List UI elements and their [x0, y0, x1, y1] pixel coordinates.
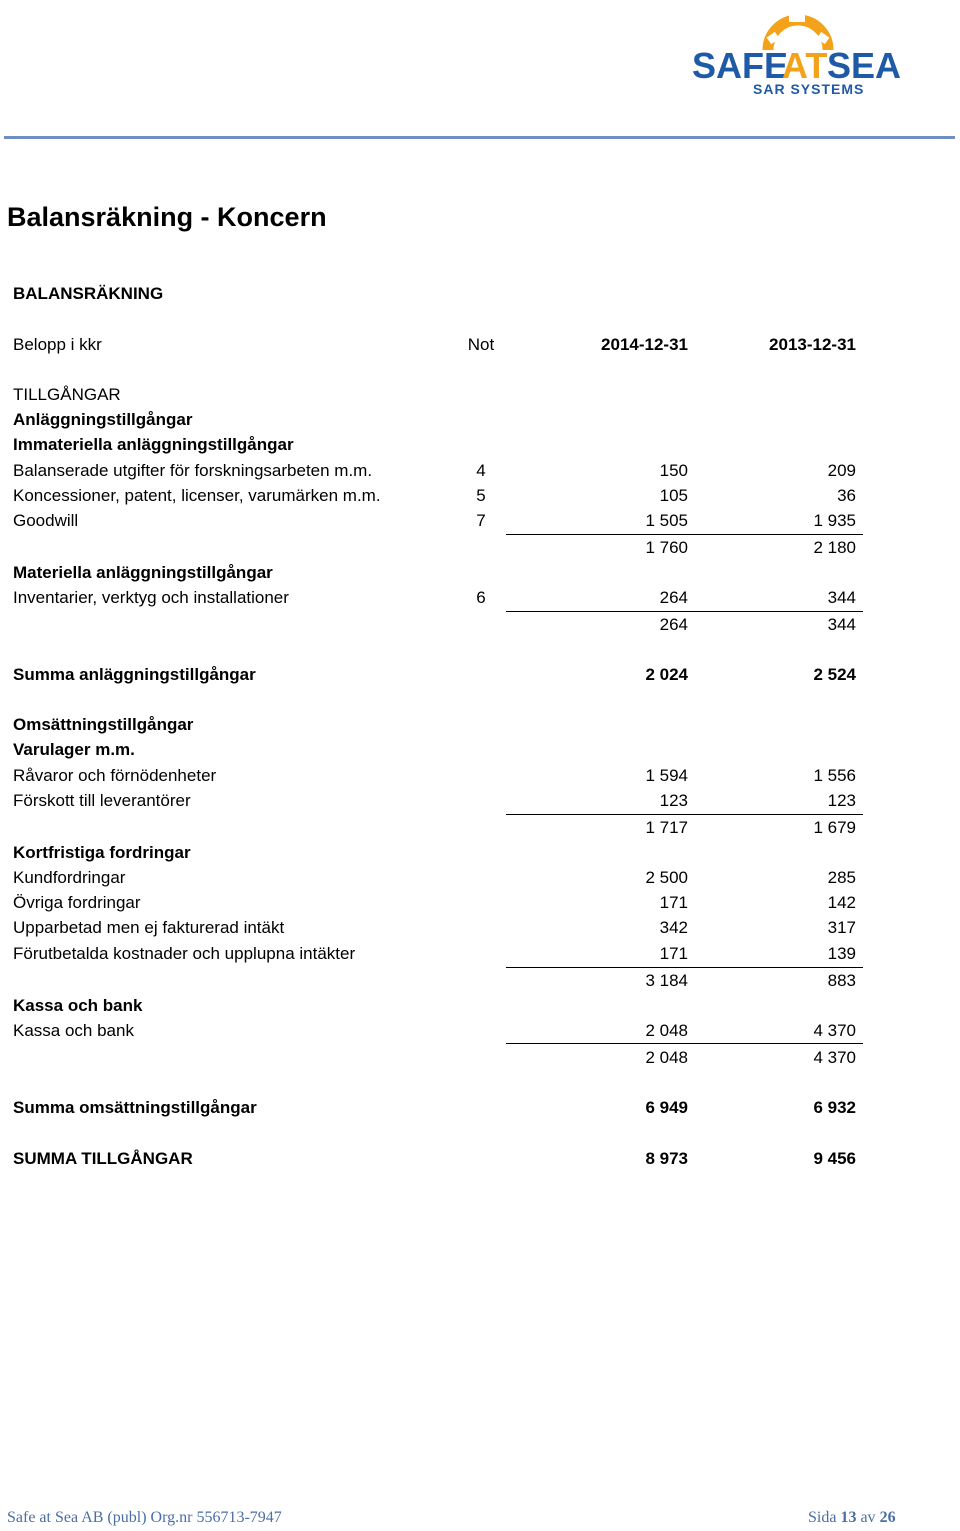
- row-value-2014: 1 505: [645, 511, 688, 530]
- row-value-2014: 264: [659, 615, 688, 634]
- row-value-2013: 139: [827, 944, 856, 963]
- row-value-2013: 317: [827, 918, 856, 937]
- row-value-2014: 150: [659, 461, 688, 480]
- subtotal-row: [0, 536, 960, 560]
- header-col-2013: 2013-12-31: [769, 335, 856, 354]
- footer-page-current: 13: [840, 1509, 857, 1526]
- table-row: [0, 942, 960, 966]
- table-row: [0, 713, 960, 737]
- row-value-2013: 2 524: [813, 665, 856, 684]
- row-label: Goodwill: [13, 511, 79, 530]
- row-value-2014: 2 048: [645, 1048, 688, 1067]
- row-label: Övriga fordringar: [13, 893, 141, 912]
- row-note: 7: [476, 511, 486, 530]
- table-row: [0, 994, 960, 1018]
- table-header: [0, 333, 960, 357]
- row-label: Kassa och bank: [13, 996, 143, 1015]
- underline: [506, 814, 863, 815]
- row-label: Förskott till leverantörer: [13, 791, 191, 810]
- row-label: Kortfristiga fordringar: [13, 843, 191, 862]
- table-row: [0, 509, 960, 533]
- row-label: Inventarier, verktyg och installationer: [13, 588, 289, 607]
- footer-page-prefix: Sida: [808, 1509, 837, 1526]
- row-label: Förutbetalda kostnader och upplupna intäkter: [13, 944, 356, 963]
- section-title: [0, 282, 960, 306]
- logo-subtitle: SAR SYSTEMS: [753, 81, 865, 97]
- row-note: 4: [476, 461, 486, 480]
- table-row: [0, 916, 960, 940]
- table-row: [0, 764, 960, 788]
- row-value-2014: 1 760: [645, 538, 688, 557]
- row-value-2014: 8 973: [645, 1149, 688, 1168]
- header-rule: [4, 136, 955, 139]
- row-note: 5: [476, 486, 486, 505]
- row-label: Balanserade utgifter för forskningsarbeten m.m.: [13, 461, 373, 480]
- subtotal-row: [0, 969, 960, 993]
- row-value-2014: 2 024: [645, 665, 688, 684]
- subtotal-row: [0, 613, 960, 637]
- row-value-2013: 6 932: [813, 1098, 856, 1117]
- underline: [506, 967, 863, 968]
- row-value-2013: 142: [827, 893, 856, 912]
- table-row: [0, 459, 960, 483]
- row-value-2014: 264: [659, 588, 688, 607]
- logo-text-safe: SAFE: [692, 45, 789, 86]
- footer-page-sep: av: [860, 1509, 876, 1526]
- row-value-2014: 105: [659, 486, 688, 505]
- row-value-2014: 2 048: [645, 1021, 688, 1040]
- row-value-2014: 171: [659, 893, 688, 912]
- row-value-2014: 123: [659, 791, 688, 810]
- table-row: [0, 738, 960, 762]
- table-row: [0, 841, 960, 865]
- header-note: Not: [467, 335, 495, 354]
- company-logo: [690, 4, 904, 98]
- row-value-2013: 2 180: [813, 538, 856, 557]
- row-value-2014: 171: [659, 944, 688, 963]
- table-row: [0, 433, 960, 457]
- header-col-2014: 2014-12-31: [601, 335, 688, 354]
- row-value-2013: 883: [827, 971, 856, 990]
- row-value-2013: 123: [827, 791, 856, 810]
- row-label: Summa anläggningstillgångar: [13, 665, 256, 684]
- row-label: Kundfordringar: [13, 868, 126, 887]
- subtotal-row: [0, 816, 960, 840]
- subtotal-row: [0, 1046, 960, 1070]
- row-value-2013: 9 456: [813, 1149, 856, 1168]
- row-value-2014: 6 949: [645, 1098, 688, 1117]
- table-row: [0, 891, 960, 915]
- table-row: [0, 789, 960, 813]
- row-label: Koncessioner, patent, licenser, varumärken m.m.: [13, 486, 381, 505]
- row-label: Varulager m.m.: [13, 740, 135, 759]
- row-label: Upparbetad men ej fakturerad intäkt: [13, 918, 285, 937]
- row-value-2013: 36: [837, 486, 856, 505]
- row-value-2013: 344: [827, 615, 856, 634]
- row-label: Summa omsättningstillgångar: [13, 1098, 257, 1117]
- row-label: Kassa och bank: [13, 1021, 134, 1040]
- row-value-2013: 4 370: [813, 1048, 856, 1067]
- row-label: SUMMA TILLGÅNGAR: [13, 1149, 193, 1168]
- table-row: [0, 408, 960, 432]
- underline: [506, 611, 863, 612]
- table-row: [0, 484, 960, 508]
- header-amount-label: Belopp i kkr: [13, 335, 102, 354]
- row-value-2013: 1 556: [813, 766, 856, 785]
- row-label: Immateriella anläggningstillgångar: [13, 435, 294, 454]
- row-label: Råvaror och förnödenheter: [13, 766, 217, 785]
- row-value-2013: 1 935: [813, 511, 856, 530]
- section-title-label: BALANSRÄKNING: [13, 284, 164, 303]
- total-row: [0, 1096, 960, 1120]
- total-row: [0, 663, 960, 687]
- row-value-2014: 2 500: [645, 868, 688, 887]
- table-row: [0, 1019, 960, 1043]
- footer-page-total: 26: [879, 1509, 896, 1526]
- row-value-2013: 344: [827, 588, 856, 607]
- row-label: Omsättningstillgångar: [13, 715, 194, 734]
- table-row: [0, 383, 960, 407]
- row-value-2014: 1 594: [645, 766, 688, 785]
- page-title: Balansräkning - Koncern: [7, 202, 327, 232]
- logo-text-at: AT: [782, 45, 828, 86]
- row-value-2013: 285: [827, 868, 856, 887]
- table-row: [0, 866, 960, 890]
- row-value-2013: 1 679: [813, 818, 856, 837]
- row-value-2014: 1 717: [645, 818, 688, 837]
- logo-text-sea: SEA: [827, 45, 902, 86]
- table-row: [0, 561, 960, 585]
- row-note: 6: [476, 588, 486, 607]
- row-label: TILLGÅNGAR: [13, 385, 121, 404]
- row-value-2014: 3 184: [645, 971, 688, 990]
- footer-page-number: [808, 1509, 896, 1527]
- row-value-2013: 209: [827, 461, 856, 480]
- row-label: Materiella anläggningstillgångar: [13, 563, 273, 582]
- grand-total-row: [0, 1147, 960, 1171]
- row-value-2013: 4 370: [813, 1021, 856, 1040]
- underline: [506, 534, 863, 535]
- underline: [506, 1043, 863, 1044]
- table-row: [0, 586, 960, 610]
- footer-company: Safe at Sea AB (publ) Org.nr 556713-7947: [7, 1509, 282, 1526]
- row-value-2014: 342: [659, 918, 688, 937]
- row-label: Anläggningstillgångar: [13, 410, 193, 429]
